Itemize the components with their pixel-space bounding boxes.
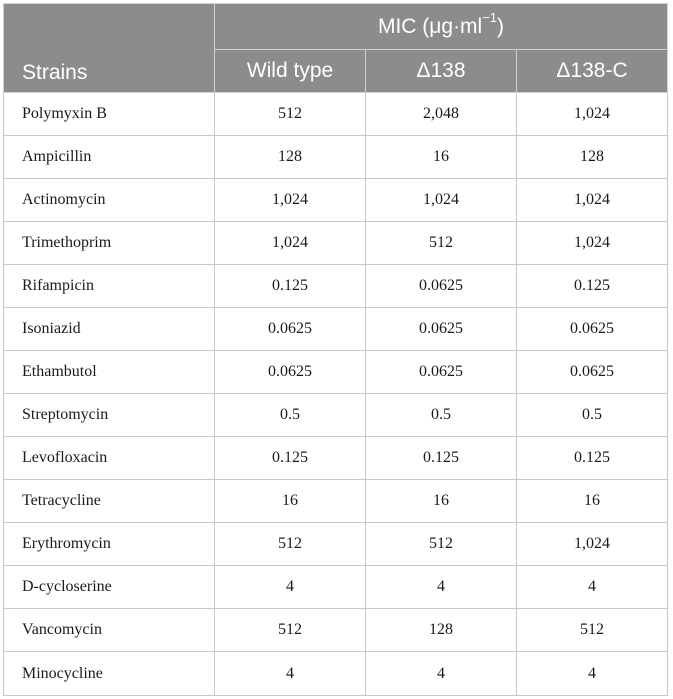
value-cell: 0.0625 xyxy=(366,265,517,308)
column-header-delta-138-c: Δ138-C xyxy=(517,50,668,93)
strains-header-label: Strains xyxy=(22,61,88,84)
value-cell: 0.0625 xyxy=(366,351,517,394)
value-cell: 0.5 xyxy=(517,394,668,437)
column-header-wild-type: Wild type xyxy=(215,50,366,93)
value-cell: 0.125 xyxy=(517,265,668,308)
value-cell: 0.0625 xyxy=(366,308,517,351)
table-row xyxy=(4,609,668,652)
value-cell: 512 xyxy=(366,222,517,265)
strain-name-cell: Ethambutol xyxy=(4,351,215,394)
table-row xyxy=(4,523,668,566)
table-body xyxy=(4,93,668,696)
strain-name-cell: Polymyxin B xyxy=(4,93,215,136)
value-cell: 0.0625 xyxy=(215,308,366,351)
value-cell: 512 xyxy=(215,523,366,566)
value-cell: 16 xyxy=(366,136,517,179)
value-cell: 16 xyxy=(215,480,366,523)
strain-name-cell: Levofloxacin xyxy=(4,437,215,480)
strain-name-cell: Minocycline xyxy=(4,652,215,696)
table-row xyxy=(4,136,668,179)
strain-name-cell: Actinomycin xyxy=(4,179,215,222)
value-cell: 1,024 xyxy=(517,93,668,136)
value-cell: 0.125 xyxy=(215,265,366,308)
mic-table xyxy=(3,3,668,696)
value-cell: 4 xyxy=(366,652,517,696)
strain-name-cell: Trimethoprim xyxy=(4,222,215,265)
value-cell: 4 xyxy=(517,652,668,696)
mic-group-header xyxy=(215,4,668,50)
strains-column-header xyxy=(4,4,215,93)
value-cell: 128 xyxy=(366,609,517,652)
value-cell: 4 xyxy=(517,566,668,609)
value-cell: 128 xyxy=(517,136,668,179)
value-cell: 0.0625 xyxy=(215,351,366,394)
strain-name-cell: Vancomycin xyxy=(4,609,215,652)
value-cell: 4 xyxy=(366,566,517,609)
value-cell: 0.125 xyxy=(215,437,366,480)
strain-name-cell: D-cycloserine xyxy=(4,566,215,609)
header-row-group xyxy=(4,4,668,50)
strain-name-cell: Ampicillin xyxy=(4,136,215,179)
value-cell: 128 xyxy=(215,136,366,179)
value-cell: 1,024 xyxy=(215,179,366,222)
strain-name-cell: Erythromycin xyxy=(4,523,215,566)
table-header xyxy=(4,4,668,93)
column-header-delta-138: Δ138 xyxy=(366,50,517,93)
value-cell: 0.5 xyxy=(215,394,366,437)
value-cell: 0.5 xyxy=(366,394,517,437)
value-cell: 0.0625 xyxy=(517,351,668,394)
table-row xyxy=(4,394,668,437)
value-cell: 1,024 xyxy=(517,523,668,566)
value-cell: 512 xyxy=(517,609,668,652)
strain-name-cell: Streptomycin xyxy=(4,394,215,437)
table-row xyxy=(4,652,668,696)
mic-group-close: ) xyxy=(497,14,505,38)
table-row xyxy=(4,566,668,609)
value-cell: 16 xyxy=(366,480,517,523)
value-cell: 16 xyxy=(517,480,668,523)
value-cell: 2,048 xyxy=(366,93,517,136)
value-cell: 4 xyxy=(215,652,366,696)
value-cell: 4 xyxy=(215,566,366,609)
value-cell: 1,024 xyxy=(215,222,366,265)
value-cell: 0.0625 xyxy=(517,308,668,351)
mic-unit-exponent: −1 xyxy=(482,9,498,25)
table-row xyxy=(4,93,668,136)
value-cell: 1,024 xyxy=(366,179,517,222)
table-row xyxy=(4,437,668,480)
value-cell: 0.125 xyxy=(366,437,517,480)
table-row xyxy=(4,480,668,523)
table-row xyxy=(4,179,668,222)
table-row xyxy=(4,351,668,394)
value-cell: 1,024 xyxy=(517,179,668,222)
value-cell: 512 xyxy=(215,609,366,652)
table-row xyxy=(4,222,668,265)
value-cell: 1,024 xyxy=(517,222,668,265)
table-row xyxy=(4,265,668,308)
strain-name-cell: Tetracycline xyxy=(4,480,215,523)
value-cell: 0.125 xyxy=(517,437,668,480)
value-cell: 512 xyxy=(366,523,517,566)
value-cell: 512 xyxy=(215,93,366,136)
strain-name-cell: Isoniazid xyxy=(4,308,215,351)
table-row xyxy=(4,308,668,351)
mic-group-label: MIC (μg·ml xyxy=(377,14,483,38)
strain-name-cell: Rifampicin xyxy=(4,265,215,308)
